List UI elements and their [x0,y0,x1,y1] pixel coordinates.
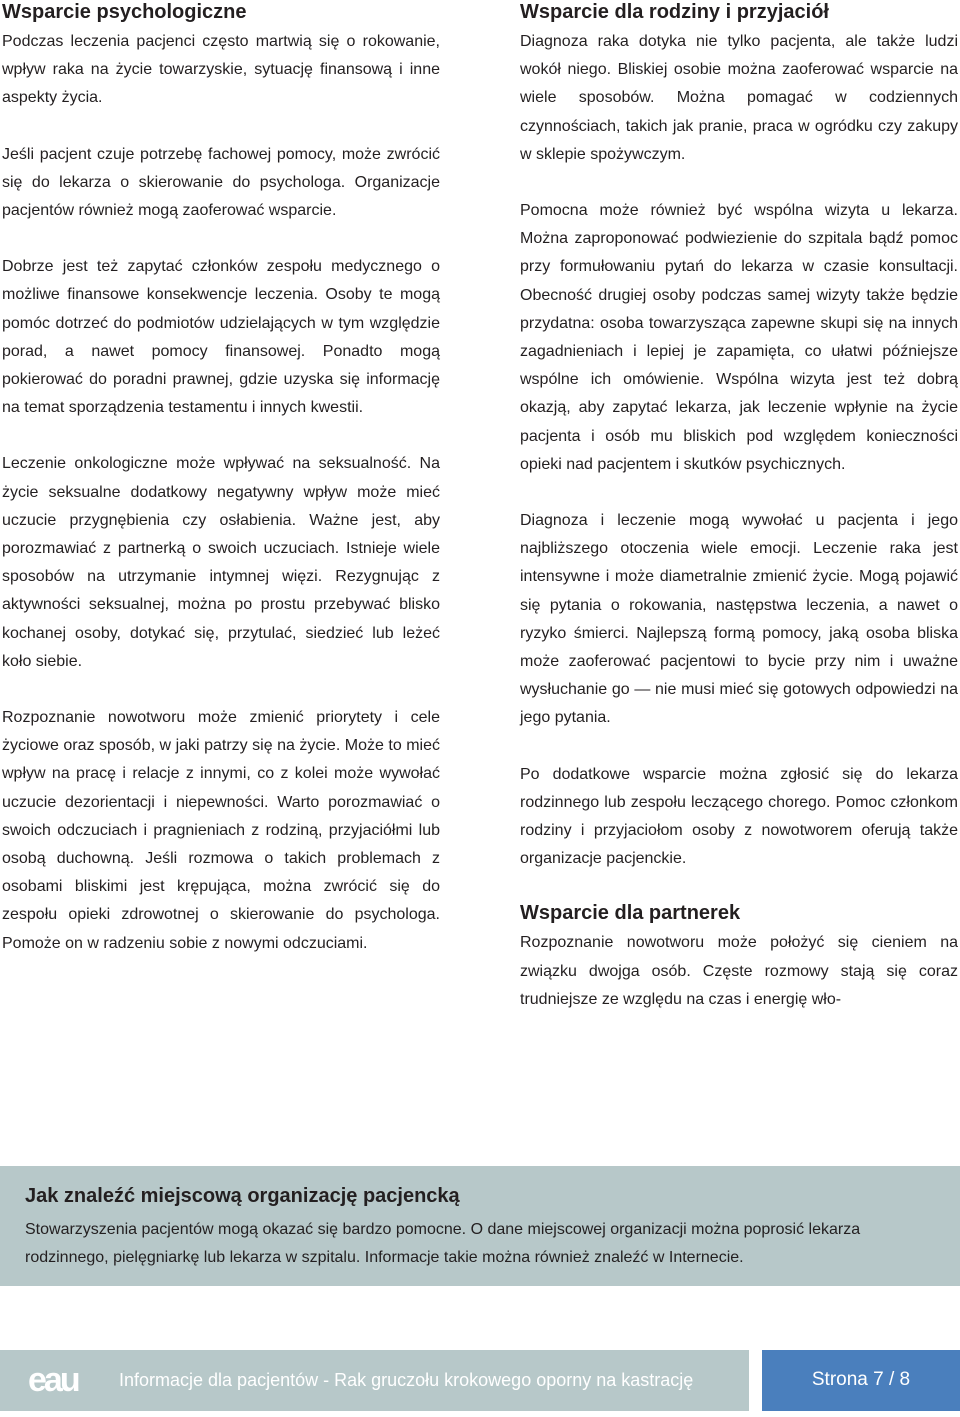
paragraph: Leczenie onkologiczne może wpływać na seksualność. Na życie seksualne dodatkowy negatywny wpływ może mieć uczucie przygnębienia czy osłabienia. Ważne jest, aby porozmawiać z partnerką o swoich uczuciach. Istnieje wiele sposobów na utrzymanie intymnej więzi. Rezygnując z aktywności seksualnej, można po prostu przebywać blisko kochanej osoby, dotykać się, przytulać, siedzieć lub leżeć koło siebie. [2,455,440,670]
svg-text:eau: eau [28,1362,78,1398]
paragraph: Podczas leczenia pacjenci często martwią się o rokowanie, wpływ raka na życie towarzyskie, sytuację finansową i inne aspekty życia. [2,33,440,107]
info-box [0,1166,960,1286]
page-indicator [762,1350,960,1411]
paragraph: Po dodatkowe wsparcie można zgłosić się do lekarza rodzinnego lub zespołu leczącego chorego. Pomoc członkom rodziny i przyjaciołom osoby z nowotworem oferują także organizacje pacjenckie. [520,765,958,868]
paragraph: Diagnoza i leczenie mogą wywołać u pacjenta i jego najbliższego otoczenia wiele emocji. Leczenie raka jest intensywne i może diametralnie zmienić życie. Mogą pojawić się pytania o rokowania, następstwa leczenia, a nawet o ryzyko śmierci. Najlepszą formą pomocy, jaką osoba bliska może zaoferować pacjentowi to bycie przy nim i uważne wysłuchanie go — nie musi mieć się gotowych odpowiedzi na jego pytania. [520,512,958,727]
paragraph: Rozpoznanie nowotworu może zmienić priorytety i cele życiowe oraz sposób, w jaki patrzy się na życie. Może to mieć wpływ na pracę i relacje z innymi, co z kolei może wywołać uczucie dezorientacji i niepewności. Warto porozmawiać o swoich odczuciach i pragnieniach z rodziną, przyjaciółmi lub osobą duchowną. Jeśli rozmowa o takich problemach z osobami bliskimi jest krępująca, można zwrócić się do zespołu opieki zdrowotnej o skierowanie do psychologa. Pomoże on w radzeniu sobie z nowymi odczuciami. [2,709,440,952]
left-column [2,0,440,986]
eau-logo-icon [28,1362,84,1398]
section-heading-family: Wsparcie dla rodziny i przyjaciół [520,1,829,23]
paragraph: Rozpoznanie nowotworu może położyć się cieniem na związku dwojga osób. Częste rozmowy stają się coraz trudniejsze ze względu na czas i energię wło- [520,934,958,1008]
footer-bar [0,1350,749,1411]
info-box-heading: Jak znaleźć miejscową organizację pacjencką [25,1185,460,1207]
paragraph: Pomocna może również być wspólna wizyta u lekarza. Można zaproponować podwiezienie do szpitala bądź pomoc przy formułowaniu pytań do lekarza w czasie konsultacji. Obecność drugiej osoby podczas samej wizyty także będzie przydatna: osoba towarzysząca zapewne skupi się na innych zagadnieniach i lepiej je zapamięta, co ułatwi późniejsze wspólne ich omówienie. Wspólna wizyta jest też dobrą okazją, aby zapytać lekarza, jak leczenie wpłynie na życie pacjenta i osób mu bliskich pod względem konieczności opieki nad pacjentem i skutków psychicznych. [520,202,958,473]
info-box-text: Stowarzyszenia pacjentów mogą okazać się bardzo pomocne. O dane miejscowej organizacji można poprosić lekarza rodzinnego, pielęgniarkę lub lekarza w szpitalu. Informacje takie można również znaleźć w Internecie. [25,1221,861,1266]
section-heading-partner: Wsparcie dla partnerek [520,902,741,925]
section-heading-psych: Wsparcie psychologiczne [2,1,247,23]
paragraph: Jeśli pacjent czuje potrzebę fachowej pomocy, może zwrócić się do lekarza o skierowanie do psychologa. Organizacje pacjentów również mogą zaoferować wsparcie. [2,145,440,220]
paragraph: Dobrze jest też zapytać członków zespołu medycznego o możliwe finansowe konsekwencje leczenia. Osoby te mogą pomóc dotrzeć do podmiotów udzielających w tym względzie porad, a nawet pomocy finansowej. Ponadto mogą pokierować do poradni prawnej, gdzie uzyska się informację na temat sporządzenia testamentu i innych kwestii. [2,258,440,417]
page-number: Strona 7 / 8 [811,1369,911,1390]
footer-title: Informacje dla pacjentów - Rak gruczołu krokowego oporny na kastrację [119,1370,694,1390]
paragraph: Diagnoza raka dotyka nie tylko pacjenta, ale także ludzi wokół niego. Bliskiej osobie można zaoferować wsparcie na wiele sposobów. Można pomagać w codziennych czynnościach, takich jak pranie, praca w ogródku czy zakupy w sklepie spożywczym. [520,33,958,163]
right-column [520,0,958,1042]
